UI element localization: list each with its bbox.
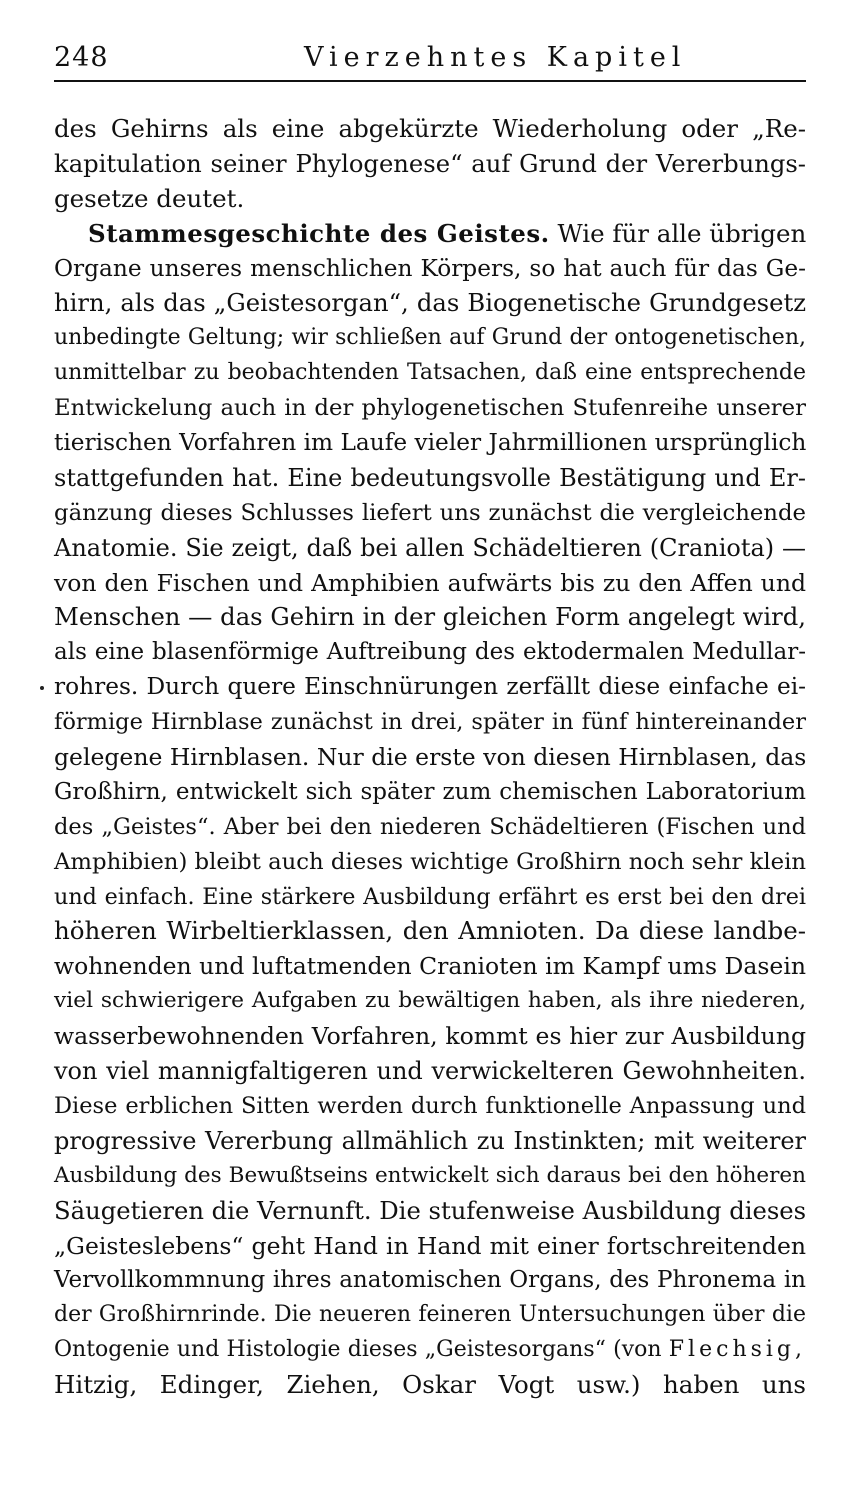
margin-speck xyxy=(40,686,44,690)
section-heading: Stammesgeschichte des Geistes. xyxy=(88,218,550,248)
text-line: Hitzig, Edinger, Ziehen, Oskar Vogt usw.) haben uns xyxy=(54,1370,806,1400)
text-line: Anatomie. Sie zeigt, daß bei allen Schädeltieren (Craniota) — xyxy=(54,533,806,562)
text-line: Menschen — das Gehirn in der gleichen Form angelegt wird, xyxy=(54,602,806,632)
text-line: wasserbewohnenden Vorfahren, kommt es hier zur Ausbildung xyxy=(54,1022,806,1051)
running-title: Vierzehntes Kapitel xyxy=(304,42,687,73)
text-line: stattgefunden hat. Eine bedeutungsvolle Bestätigung und Er- xyxy=(54,463,806,492)
text-line: rohres. Durch quere Einschnürungen zerfällt diese einfache ei- xyxy=(54,673,806,701)
text-line: des Gehirns als eine abgekürzte Wiederholung oder „Re- xyxy=(54,114,806,143)
text-line: gänzung dieses Schlusses liefert uns zunächst die vergleichende xyxy=(54,499,806,526)
text-line: Wie für alle übrigen xyxy=(557,218,807,248)
text-line: unmittelbar zu beobachtenden Tatsachen, daß eine entsprechende xyxy=(54,360,806,386)
text-line-with-name xyxy=(54,1333,806,1368)
text-line: der Großhirnrinde. Die neueren feineren Untersuchungen über die xyxy=(54,1302,806,1328)
text-line: kapitulation seiner Phylogenese“ auf Grund der Vererbungs- xyxy=(54,148,806,178)
text-line: höheren Wirbeltierklassen, den Amnioten. Da diese landbe- xyxy=(54,916,806,946)
text-line: Amphibien) bleibt auch dieses wichtige Großhirn noch sehr klein xyxy=(54,848,807,875)
text-line: Ontogenie und Histologie dieses „Geistesorgans“ (von xyxy=(54,1337,662,1363)
page-header xyxy=(54,40,806,80)
text-line: tierischen Vorfahren im Laufe vieler Jahrmillionen ursprünglich xyxy=(54,429,807,457)
text-line: Entwickelung auch in der phylogenetischen Stufenreihe unserer xyxy=(54,395,806,422)
text-line: Diese erblichen Sitten werden durch funktionelle Anpassung und xyxy=(54,1092,806,1119)
author-name-flechsig: Flechsig, xyxy=(668,1337,807,1363)
text-line: von den Fischen und Amphibien aufwärts bis zu den Affen und xyxy=(54,568,806,597)
text-line: „Geisteslebens“ geht Hand in Hand mit einer fortschreitenden xyxy=(54,1231,806,1260)
text-line: förmige Hirnblase zunächst in drei, später in fünf hintereinander xyxy=(54,709,806,736)
text-line: Ausbildung des Bewußtseins entwickelt sich daraus bei den höheren xyxy=(54,1162,806,1188)
text-line: gesetze deutet. xyxy=(54,183,245,213)
header-rule xyxy=(54,80,806,82)
text-line: Organe unseres menschlichen Körpers, so hat auch für das Ge- xyxy=(54,254,806,282)
text-line: des „Geistes“. Aber bei den niederen Schädeltieren (Fischen und xyxy=(54,813,806,840)
text-line: als eine blasenförmige Auftreibung des ektodermalen Medullar- xyxy=(54,639,806,666)
text-line: hirn, als das „Geistesorgan“, das Biogenetische Grundgesetz xyxy=(54,288,806,318)
text-line: von viel mannigfaltigeren und verwickelteren Gewohnheiten. xyxy=(54,1057,806,1086)
body-text xyxy=(54,112,806,1403)
text-line: wohnenden und luftatmenden Cranioten im Kampf ums Dasein xyxy=(54,952,806,981)
text-line: progressive Vererbung allmählich zu Instinkten; mit weiterer xyxy=(54,1126,806,1155)
page-number: 248 xyxy=(54,42,109,73)
text-line: gelegene Hirnblasen. Nur die erste von diesen Hirnblasen, das xyxy=(54,743,807,772)
text-line: Säugetieren die Vernunft. Die stufenweise Ausbildung dieses xyxy=(54,1195,807,1225)
text-line: Vervollkommnung ihres anatomischen Organs, des Phronema in xyxy=(54,1267,806,1294)
text-line: Großhirn, entwickelt sich später zum chemischen Laboratorium xyxy=(54,778,806,805)
section-first-line xyxy=(54,217,806,252)
text-line: viel schwierigere Aufgaben zu bewältigen haben, als ihre niederen, xyxy=(54,988,806,1014)
text-line: und einfach. Eine stärkere Ausbildung erfährt es erst bei den drei xyxy=(54,883,806,910)
text-line: unbedingte Geltung; wir schließen auf Grund der ontogenetischen, xyxy=(54,325,806,351)
